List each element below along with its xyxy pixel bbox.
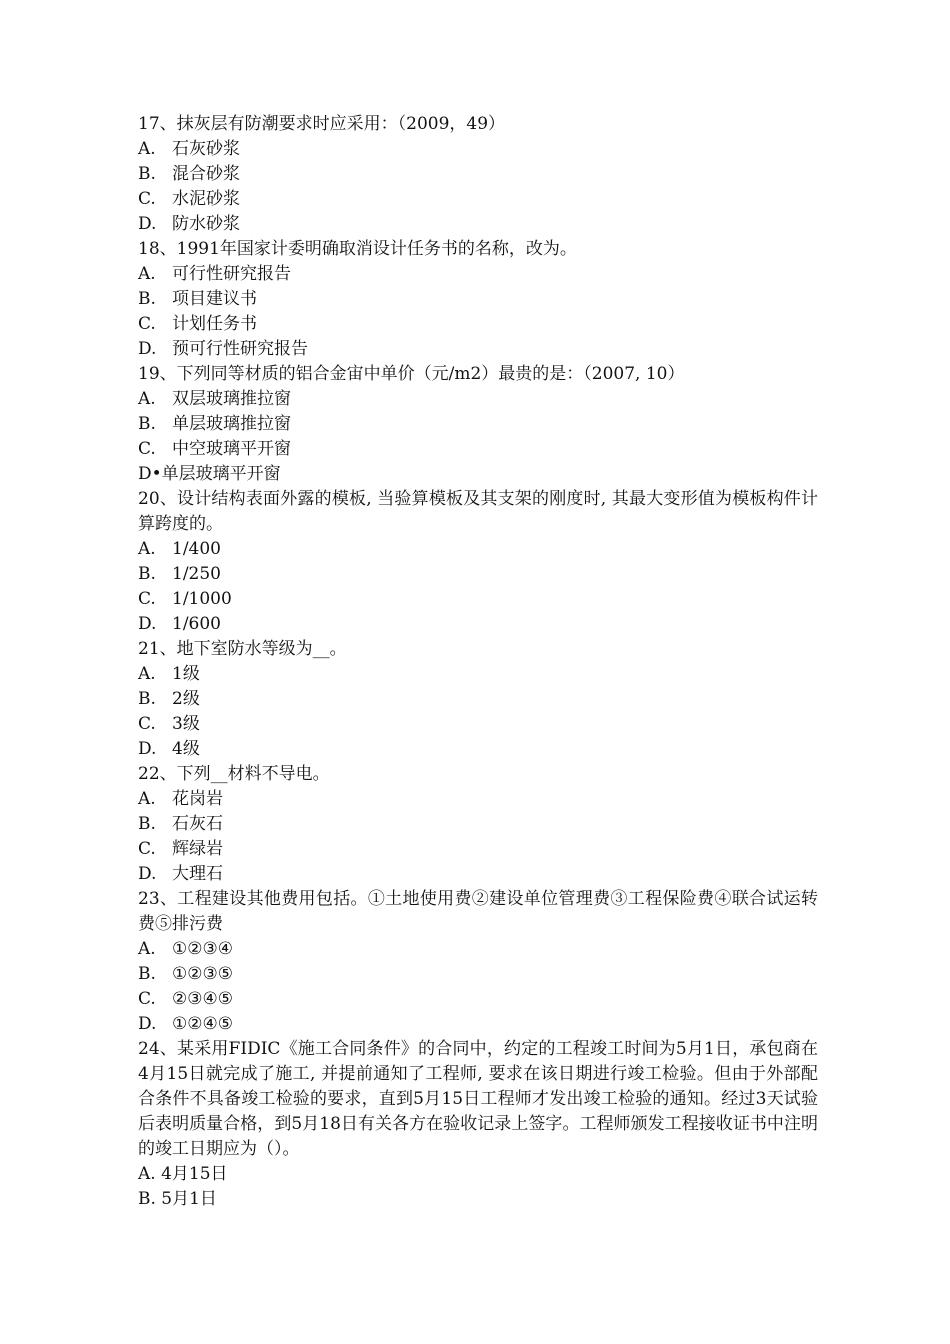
option-text: 1级 <box>172 664 200 684</box>
answer-option <box>138 1012 818 1037</box>
question-text: 19、下列同等材质的铝合金宙中单价（元/m2）最贵的是：（2007, 10） <box>138 364 685 384</box>
option-letter: C. <box>138 314 156 334</box>
option-letter: C. <box>138 989 156 1009</box>
option-letter: B. <box>138 689 156 709</box>
option-letter: A. <box>138 539 156 559</box>
question-text: 20、设计结构表面外露的模板, 当验算模板及其支架的刚度时, 其最大变形值为模板构件计算跨度的。 <box>138 489 818 534</box>
option-text: 3级 <box>172 714 200 734</box>
option-letter: D. <box>138 864 157 884</box>
option-letter: B. <box>138 564 156 584</box>
option-text: 1/250 <box>172 564 221 584</box>
option-text: ②③④⑤ <box>172 989 233 1009</box>
option-text: 水泥砂浆 <box>172 189 240 209</box>
question-text: 18、1991年国家计委明确取消设计任务书的名称，改为。 <box>138 239 577 259</box>
option-letter: B. <box>138 289 156 309</box>
answer-option <box>138 337 818 362</box>
answer-option <box>138 812 818 837</box>
option-text: 单层玻璃推拉窗 <box>172 414 291 434</box>
option-text: ①②③④ <box>172 939 233 959</box>
option-text: 1/600 <box>172 614 221 634</box>
answer-option <box>138 537 818 562</box>
question-text: 24、某采用FIDIC《施工合同条件》的合同中，约定的工程竣工时间为5月1日，承包商在4月15日就完成了施工, 并提前通知了工程师, 要求在该日期进行竣工检验。但由于外部配合条件不具备竣工检验的要求，直到5月15日工程师才发出竣工检验的通知。经过3天试验后表明质量合格，到5月18日有关各方在验收记录上签字。工程师颁发工程接收证书中注明的竣工日期应为（）。 <box>138 1039 818 1159</box>
answer-option <box>138 612 818 637</box>
answer-option <box>138 862 818 887</box>
document-body <box>138 112 818 1212</box>
option-letter: B. <box>138 814 156 834</box>
answer-option <box>138 162 818 187</box>
answer-option <box>138 737 818 762</box>
option-text: 石灰砂浆 <box>172 139 240 159</box>
answer-option <box>138 937 818 962</box>
option-letter: D. <box>138 214 157 234</box>
option-letter: D. <box>138 614 157 634</box>
option-text: 计划任务书 <box>172 314 257 334</box>
answer-option <box>138 437 818 462</box>
option-letter: D. <box>138 339 157 359</box>
option-text: 中空玻璃平开窗 <box>172 439 291 459</box>
option-letter: C. <box>138 589 156 609</box>
answer-option <box>138 287 818 312</box>
option-text: 2级 <box>172 689 200 709</box>
question-text: B. 5月1日 <box>138 1189 217 1209</box>
answer-option <box>138 987 818 1012</box>
answer-option <box>138 662 818 687</box>
answer-option <box>138 137 818 162</box>
answer-option <box>138 962 818 987</box>
option-text: 防水砂浆 <box>172 214 240 234</box>
option-text: 花岗岩 <box>172 789 223 809</box>
option-text: ①②③⑤ <box>172 964 233 984</box>
answer-option <box>138 687 818 712</box>
answer-option <box>138 212 818 237</box>
option-letter: A. <box>138 264 156 284</box>
question-text: A. 4月15日 <box>138 1164 228 1184</box>
answer-option <box>138 712 818 737</box>
option-text: 石灰石 <box>172 814 223 834</box>
option-text: 混合砂浆 <box>172 164 240 184</box>
option-letter: C. <box>138 439 156 459</box>
answer-option <box>138 562 818 587</box>
option-text: ①②④⑤ <box>172 1014 233 1034</box>
answer-option <box>138 262 818 287</box>
option-letter: B. <box>138 964 156 984</box>
option-letter: C. <box>138 189 156 209</box>
question-text: 21、地下室防水等级为__。 <box>138 639 347 659</box>
option-text: 1/1000 <box>172 589 232 609</box>
option-letter: A. <box>138 789 156 809</box>
option-letter: A. <box>138 389 156 409</box>
option-text: 辉绿岩 <box>172 839 223 859</box>
option-text: 1/400 <box>172 539 221 559</box>
option-text: 4级 <box>172 739 200 759</box>
option-text: 双层玻璃推拉窗 <box>172 389 291 409</box>
option-letter: A. <box>138 939 156 959</box>
answer-option <box>138 412 818 437</box>
option-text: 大理石 <box>172 864 223 884</box>
answer-option <box>138 387 818 412</box>
question-text: D•单层玻璃平开窗 <box>138 464 281 484</box>
option-letter: C. <box>138 839 156 859</box>
option-letter: C. <box>138 714 156 734</box>
option-letter: D. <box>138 1014 157 1034</box>
option-text: 可行性研究报告 <box>172 264 291 284</box>
option-letter: D. <box>138 739 157 759</box>
answer-option <box>138 312 818 337</box>
option-letter: B. <box>138 164 156 184</box>
answer-option <box>138 787 818 812</box>
question-text: 22、下列__材料不导电。 <box>138 764 330 784</box>
option-text: 项目建议书 <box>172 289 257 309</box>
answer-option <box>138 837 818 862</box>
question-text: 17、抹灰层有防潮要求时应采用：（2009，49） <box>138 114 506 134</box>
option-text: 预可行性研究报告 <box>172 339 308 359</box>
option-letter: A. <box>138 664 156 684</box>
option-letter: B. <box>138 414 156 434</box>
answer-option <box>138 187 818 212</box>
answer-option <box>138 587 818 612</box>
option-letter: A. <box>138 139 156 159</box>
question-text: 23、工程建设其他费用包括。①土地使用费②建设单位管理费③工程保险费④联合试运转费⑤排污费 <box>138 889 818 934</box>
